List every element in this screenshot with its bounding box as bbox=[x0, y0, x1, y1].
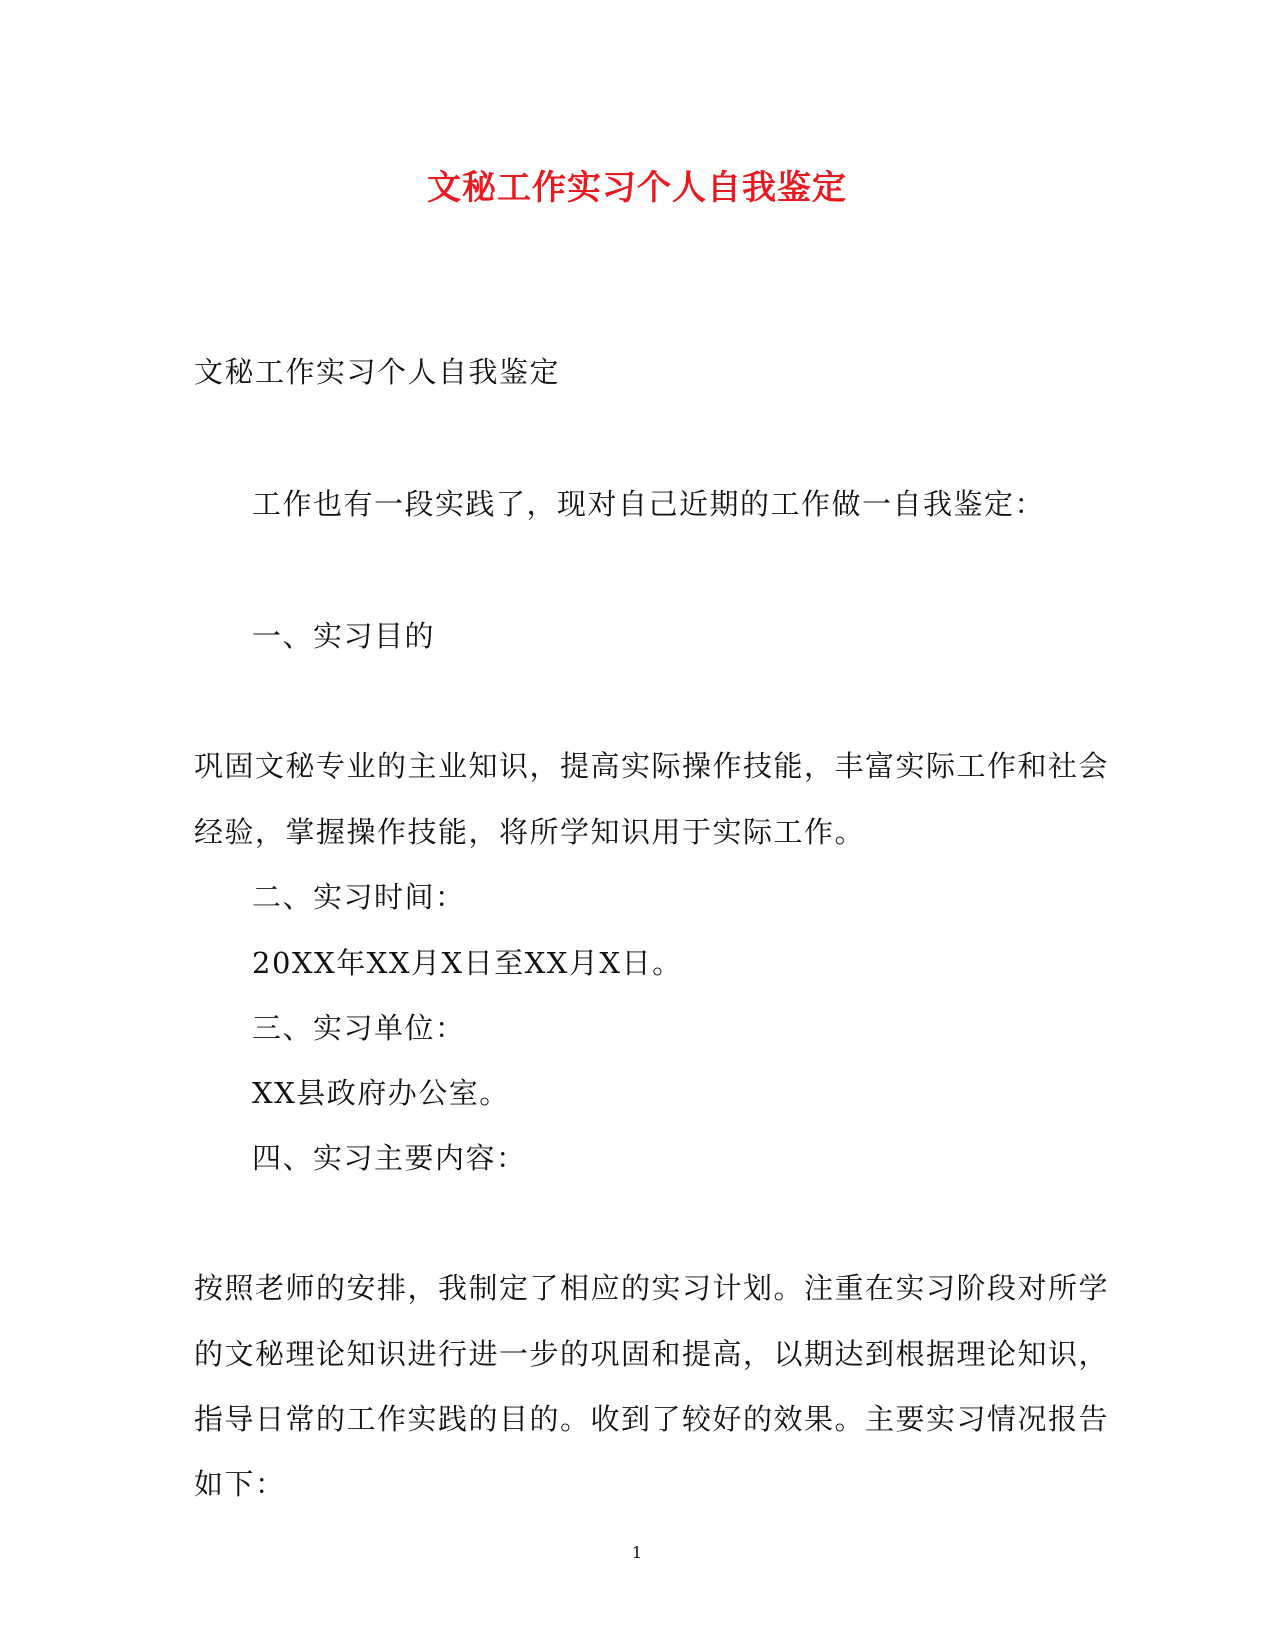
section1-body-line: 巩固文秘专业的主业知识，提高实际操作技能，丰富实际工作和社会 bbox=[194, 749, 1110, 783]
section4-body-line: 按照老师的安排，我制定了相应的实习计划。注重在实习阶段对所学 bbox=[194, 1271, 1110, 1305]
section2-heading: 二、实习时间： bbox=[252, 880, 466, 914]
section4-body-line: 指导日常的工作实践的目的。收到了较好的效果。主要实习情况报告 bbox=[194, 1402, 1110, 1436]
section4-heading: 四、实习主要内容： bbox=[252, 1141, 527, 1175]
section1-body-line: 经验，掌握操作技能，将所学知识用于实际工作。 bbox=[194, 815, 866, 849]
section1-heading: 一、实习目的 bbox=[252, 619, 436, 653]
section4-body-line: 如下： bbox=[194, 1467, 286, 1501]
document-title: 文秘工作实习个人自我鉴定 bbox=[427, 168, 847, 208]
section3-body: XX县政府办公室。 bbox=[252, 1076, 510, 1110]
intro-paragraph: 工作也有一段实践了，现对自己近期的工作做一自我鉴定： bbox=[252, 487, 1046, 521]
section2-body: 20XX年XX月X日至XX月X日。 bbox=[252, 946, 683, 980]
page-number: 1 bbox=[631, 1543, 643, 1562]
document-subtitle: 文秘工作实习个人自我鉴定 bbox=[194, 355, 561, 389]
section3-heading: 三、实习单位： bbox=[252, 1011, 466, 1045]
section4-body-line: 的文秘理论知识进行进一步的巩固和提高，以期达到根据理论知识， bbox=[194, 1337, 1110, 1371]
